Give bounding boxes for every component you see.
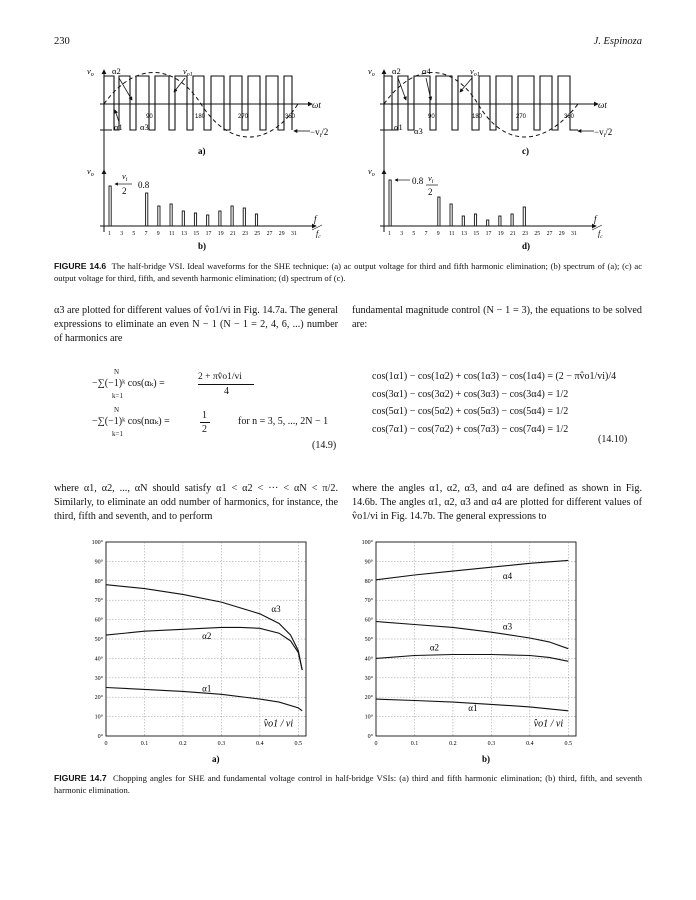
chart-b-label: b) <box>482 754 491 764</box>
spectrum-bar <box>109 186 111 226</box>
svg-text:α1: α1 <box>114 122 123 132</box>
spectrum-bar <box>499 216 501 226</box>
spectrum-tick: 21 <box>510 231 516 237</box>
series-line-0 <box>376 560 568 579</box>
svg-text:a): a) <box>198 146 206 156</box>
figure-14-6 <box>54 60 644 256</box>
x-tick-label: 0 <box>374 741 378 747</box>
y-tick-label: 40° <box>94 656 103 663</box>
spectrum-tick: 15 <box>473 231 480 237</box>
series-line-2 <box>376 655 568 662</box>
svg-text:0.8: 0.8 <box>138 180 150 190</box>
fundamental-wave-a <box>104 73 298 138</box>
spectrum-tick: 13 <box>181 231 187 237</box>
spectrum-tick: 31 <box>291 231 297 237</box>
svg-text:f: f <box>314 214 317 224</box>
svg-text:vo: $v_o$ <box>87 166 94 178</box>
svg-text:vo1: $v_{o1}$ <box>470 66 480 78</box>
spectrum-tick: 3 <box>120 231 124 237</box>
y-tick-label: 60° <box>94 617 103 624</box>
y-tick-label: 60° <box>364 617 373 624</box>
svg-text:α4: α4 <box>422 66 431 76</box>
svg-text:vo: $v_o$ <box>87 66 94 78</box>
y-tick-label: 20° <box>364 695 373 702</box>
spectrum-tick: 1 <box>388 231 391 237</box>
spectrum-tick: 1 <box>108 231 111 237</box>
svg-text:2: 2 <box>428 187 433 197</box>
spectrum-tick: 11 <box>449 231 455 237</box>
y-tick-label: 50° <box>94 637 103 643</box>
svg-text:180: 180 <box>472 114 483 120</box>
svg-text:0.8: 0.8 <box>412 176 424 186</box>
spectrum-tick: 27 <box>266 231 273 237</box>
spectrum-tick: 15 <box>193 231 200 237</box>
spectrum-bar <box>438 197 440 226</box>
spectrum-tick: 27 <box>546 231 553 237</box>
svg-text:90: 90 <box>428 114 435 120</box>
spectrum-bar <box>207 215 209 226</box>
spectrum-tick: 3 <box>400 231 404 237</box>
svg-text:ωt: ωt <box>312 100 321 110</box>
series-label: α3 <box>271 603 281 614</box>
y-tick-label: 40° <box>364 656 373 663</box>
spectrum-tick: 9 <box>156 231 160 237</box>
svg-text:360: 360 <box>564 114 575 120</box>
equation-number-14-9: (14.9) <box>312 440 337 451</box>
spectrum-tick: 23 <box>242 231 248 237</box>
svg-text:270: 270 <box>238 114 249 120</box>
y-tick-label: 100° <box>361 540 373 546</box>
svg-text:90: 90 <box>146 114 153 120</box>
y-tick-label: 0° <box>367 734 373 740</box>
chart-a-label: a) <box>212 754 220 764</box>
spectrum-tick: 31 <box>571 231 577 237</box>
spectrum-bar <box>487 220 489 226</box>
svg-text:fc: $f_c$ <box>598 229 603 240</box>
spectrum-bars-d <box>389 180 525 226</box>
series-line-1 <box>376 622 568 649</box>
spectrum-bar <box>158 206 160 226</box>
series-label: α1 <box>202 683 212 694</box>
spectrum-tick: 25 <box>534 231 541 237</box>
svg-text:b): b) <box>198 241 207 251</box>
y-tick-label: 0° <box>97 734 103 740</box>
x-tick-label: 0.3 <box>217 741 226 747</box>
spectrum-tick: 29 <box>558 231 565 237</box>
equation-number-14-10: (14.10) <box>598 434 628 445</box>
series-label: α3 <box>502 621 513 632</box>
pwm-waveform-c <box>384 76 578 130</box>
svg-text:270: 270 <box>516 114 527 120</box>
x-tick-label: 0 <box>104 741 108 747</box>
x-tick-label: 0.3 <box>487 741 496 747</box>
svg-text:180: 180 <box>195 114 206 120</box>
spectrum-bar <box>146 193 148 226</box>
spectrum-tick: 19 <box>217 231 224 237</box>
spectrum-bar <box>219 211 221 226</box>
spectrum-tick: 21 <box>230 231 236 237</box>
svg-text:−vi/2: $-v_i/2$ <box>594 127 613 139</box>
x-tick-label: 0.2 <box>449 741 457 747</box>
spectrum-tick: 11 <box>169 231 175 237</box>
svg-text:vi: $v_i$ <box>122 171 128 183</box>
spectrum-tick: 7 <box>144 231 148 237</box>
left-paragraph-2: where α1, α2, ..., αN should satisfy α1 < α2 < ··· < αN < π/2. Similarly, to eliminate an odd number of harmonics, for instance, the third, fifth and seventh, and to perform <box>54 483 338 523</box>
x-tick-label: 0.4 <box>256 741 264 747</box>
y-tick-label: 50° <box>364 637 373 643</box>
spectrum-panel-b <box>87 166 322 251</box>
spectrum-tick: 7 <box>424 231 428 237</box>
svg-text:2: 2 <box>122 186 127 196</box>
y-tick-label: 10° <box>364 714 373 721</box>
y-tick-label: 30° <box>364 675 373 682</box>
svg-text:vo1: $v_{o1}$ <box>183 66 193 78</box>
spectrum-tick: 23 <box>522 231 528 237</box>
right-paragraph-1: fundamental magnitude control (N − 1 = 3), the equations to be solved are: <box>352 305 642 331</box>
svg-text:α2: α2 <box>392 66 401 76</box>
series-line-0 <box>106 585 302 670</box>
spectrum-tick: 19 <box>497 231 504 237</box>
x-tick-label: 0.5 <box>564 741 573 747</box>
spectrum-tick: 9 <box>436 231 440 237</box>
figure-14-7 <box>54 538 644 770</box>
series-label: α2 <box>429 642 440 653</box>
y-tick-label: 70° <box>94 598 103 605</box>
x-tick-label: 0.5 <box>294 741 303 747</box>
svg-text:α3: α3 <box>140 122 149 132</box>
figure-14-6-caption: FIGURE 14.6 The half-bridge VSI. Ideal waveforms for the SHE technique: (a) ac output voltage for third and fifth harmonic elimination; (b) spectrum of (a); (c) ac output voltage for third, fifth, and seventh harmonic elimination; (d) spectrum of (c). <box>54 261 643 283</box>
spectrum-bar <box>243 208 245 226</box>
spectrum-tick: 17 <box>205 231 212 237</box>
spectrum-panel-d <box>368 166 603 251</box>
svg-text:vi: $v_i$ <box>428 173 434 185</box>
spectrum-bar <box>170 204 172 226</box>
spectrum-bar <box>511 214 513 226</box>
alpha2-label-a: α2 <box>112 66 121 76</box>
x-tick-label: 0.2 <box>179 741 187 747</box>
spectrum-bar <box>231 206 233 226</box>
x-tick-label: 0.1 <box>140 741 149 747</box>
svg-text:vo: $v_o$ <box>368 166 375 178</box>
svg-text:d): d) <box>522 241 531 251</box>
series-label: α4 <box>502 570 513 581</box>
y-tick-label: 100° <box>91 540 103 546</box>
spectrum-bar <box>450 204 452 226</box>
spectrum-tick: 5 <box>132 231 136 237</box>
spectrum-tick: 25 <box>254 231 261 237</box>
svg-text:ωt: ωt <box>598 100 607 110</box>
svg-text:fc: $f_c$ <box>316 229 321 240</box>
x-tick-label: 0.4 <box>526 741 534 747</box>
x-axis-label: v̂o1 / vi <box>533 718 564 730</box>
svg-text:vo: $v_o$ <box>368 66 375 78</box>
left-paragraph-1: α3 are plotted for different values of v̂o1/vi in Fig. 14.7a. The general expressions to eliminate an even N − 1 (N − 1 = 2, 4, 6, ...) number of harmonics are <box>54 305 338 345</box>
y-tick-label: 80° <box>364 578 373 585</box>
svg-text:c): c) <box>522 146 529 156</box>
svg-text:α3: α3 <box>414 126 423 136</box>
pwm-waveform-a <box>104 76 292 130</box>
running-author: J. Espinoza <box>593 36 642 47</box>
spectrum-bar <box>182 211 184 226</box>
spectrum-tick: 17 <box>485 231 492 237</box>
spectrum-bar <box>194 213 196 226</box>
right-paragraph-2: where the angles α1, α2, α3, and α4 are defined as shown in Fig. 14.6b. The angles α1, α2, α3 and α4 are plotted for different values of v̂o1/vi in Fig. 14.7b. The general expressions to <box>352 483 642 523</box>
page-number: 230 <box>54 36 70 47</box>
spectrum-bar <box>255 214 257 226</box>
y-tick-label: 90° <box>94 559 103 566</box>
y-tick-label: 90° <box>364 559 373 566</box>
equation-14-10: cos(1α1) − cos(1α2) + cos(1α3) − cos(1α4) = (2 − πv̂o1/vi)/4 cos(3α1) − cos(3α2) + cos(3α3) − cos(3α4) = 1/2 cos(5α1) − cos(5α2) + cos(5α3) − cos(5α4) = 1/2 cos(7α1) − cos(7α2) + cos(7α3) − cos(7α4) = 1/2 <box>372 371 617 435</box>
spectrum-tick: 13 <box>461 231 467 237</box>
spectrum-bars-b <box>109 186 258 226</box>
y-tick-label: 20° <box>94 695 103 702</box>
spectrum-bar <box>389 180 391 226</box>
x-tick-label: 0.1 <box>410 741 419 747</box>
y-tick-label: 30° <box>94 675 103 682</box>
svg-text:−vi/2: $-v_i/2$ <box>310 127 329 139</box>
figure-14-7-caption: FIGURE 14.7 Chopping angles for SHE and fundamental voltage control in half-bridge VSIs: (a) third and fifth harmonic elimination; (b) third, fifth, and seventh harmonic elimination. <box>54 773 642 795</box>
svg-text:α1: α1 <box>394 122 403 132</box>
y-tick-label: 70° <box>364 598 373 605</box>
spectrum-tick: 5 <box>412 231 416 237</box>
waveform-panel-c <box>368 66 612 190</box>
spectrum-tick: 29 <box>278 231 285 237</box>
svg-text:360: 360 <box>285 114 296 120</box>
series-label: α1 <box>468 702 478 713</box>
chopping-angle-chart-a <box>92 539 306 747</box>
chopping-angle-chart-b <box>362 539 576 747</box>
svg-text:f: f <box>594 214 597 224</box>
series-label: α2 <box>202 631 212 641</box>
y-tick-label: 80° <box>94 578 103 585</box>
spectrum-bar <box>523 207 525 226</box>
y-tick-label: 10° <box>94 714 103 721</box>
x-axis-label: v̂o1 / vi <box>263 718 294 730</box>
spectrum-bar <box>474 214 476 226</box>
spectrum-bar <box>462 216 464 226</box>
